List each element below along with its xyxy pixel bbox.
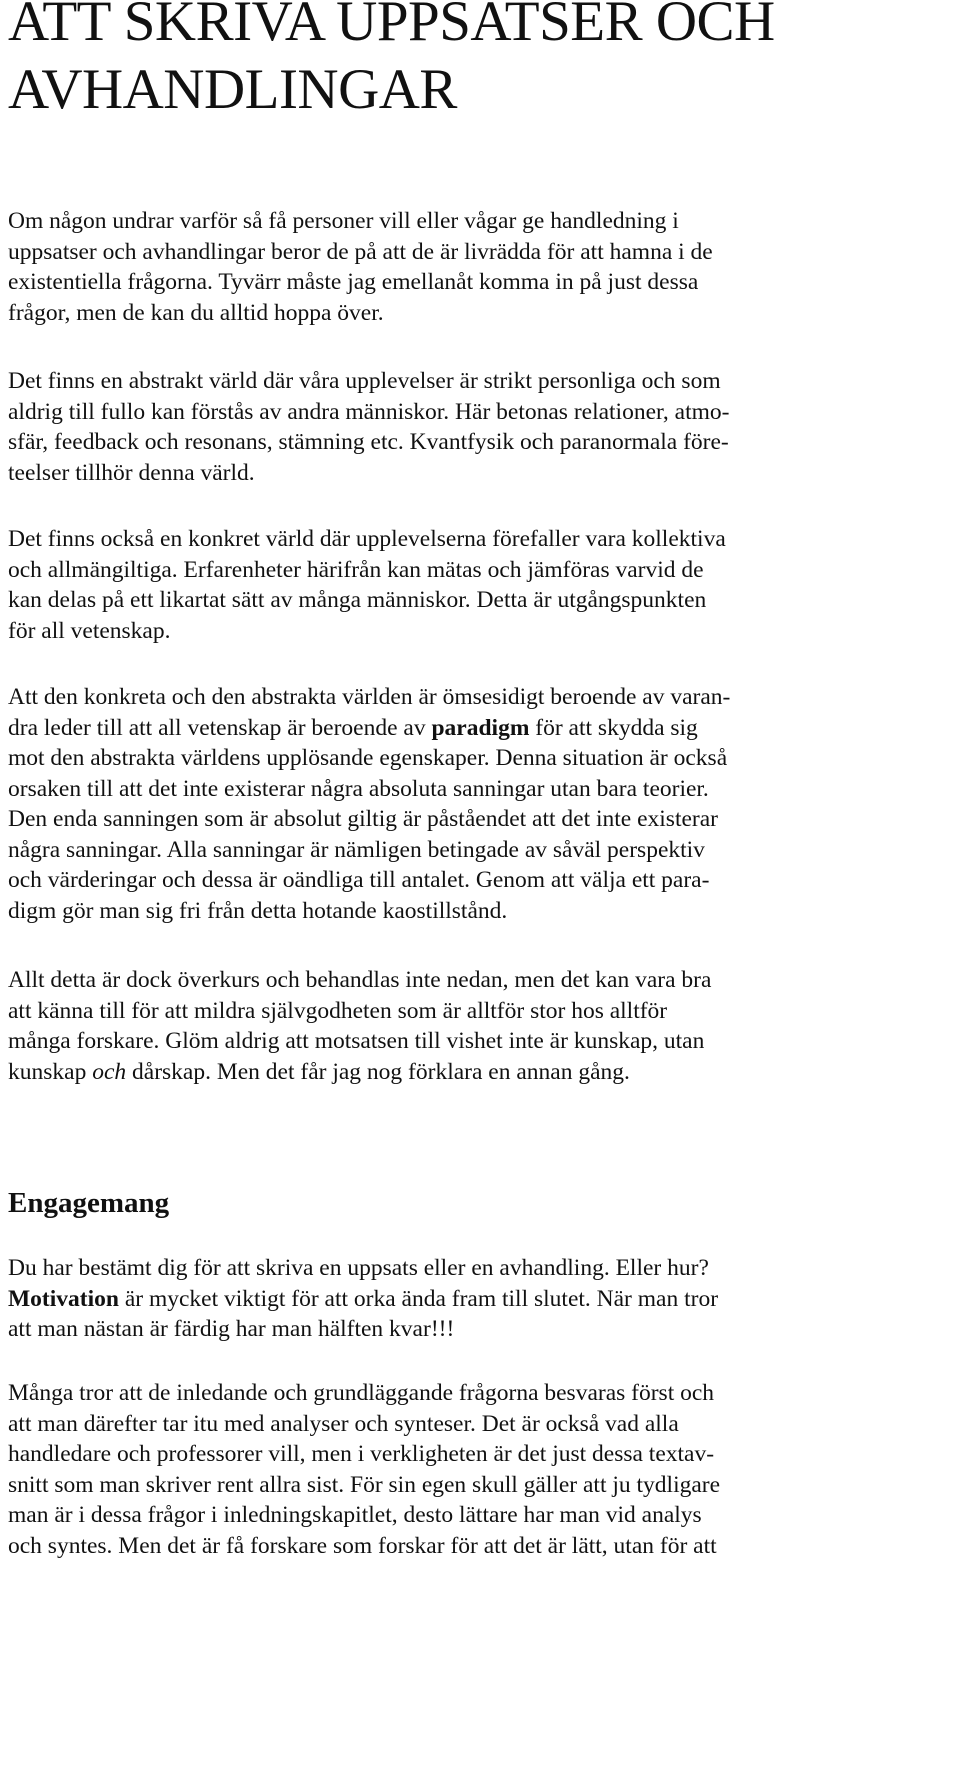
paragraph-introductory-questions (8, 1378, 928, 1561)
text-line: teelser tillhör denna värld. (8, 459, 255, 486)
text-line (8, 1057, 928, 1088)
text-segment: för att skydda sig (529, 714, 698, 741)
paragraph-concrete-world (8, 524, 928, 646)
italic-word: och (92, 1058, 127, 1085)
title-line: ATT SKRIVA UPPSATSER OCH (8, 0, 775, 53)
text-line: Den enda sanningen som är absolut giltig är påståendet att det inte existerar (8, 806, 718, 832)
text-line: att man därefter tar itu med analyser och synteser. Det är också vad alla (8, 1410, 679, 1437)
text-line: snitt som man skriver rent allra sist. För sin egen skull gäller att ju tydligare (8, 1471, 721, 1498)
text-line: att känna till för att mildra självgodheten som är alltför stor hos alltför (8, 997, 668, 1024)
text-segment: dra leder till att all vetenskap är beroende av (8, 714, 432, 741)
text-line: många forskare. Glöm aldrig att motsatsen till vishet inte är kunskap, utan (8, 1028, 705, 1054)
text-line: Om någon undrar varför så få personer vill eller vågar ge handledning i (8, 208, 679, 234)
text-line: Det finns också en konkret värld där upplevelserna förefaller vara kollektiva (8, 526, 726, 552)
section-heading: Engagemang (8, 1187, 170, 1219)
text-line: uppsatser och avhandlingar beror de på att de är livrädda för att hamna i de (8, 238, 713, 265)
text-line: man är i dessa frågor i inledningskapitlet, desto lättare har man vid analys (8, 1502, 702, 1528)
text-line: handledare och professorer vill, men i verkligheten är det just dessa textav- (8, 1441, 715, 1467)
paragraph-paradigm (8, 682, 928, 926)
paragraph-abstract-world (8, 366, 928, 488)
text-line: Det finns en abstrakt värld där våra upplevelser är strikt personliga och som (8, 368, 721, 394)
text-line: och värderingar och dessa är oändliga till antalet. Genom att välja ett para- (8, 867, 710, 893)
text-line: orsaken till att det inte existerar några absoluta sanningar utan bara teorier. (8, 775, 709, 802)
bold-term-paradigm: paradigm (431, 714, 530, 741)
text-segment: är mycket viktigt för att orka ända fram till slutet. När man tror (118, 1285, 719, 1312)
text-line (8, 1284, 928, 1315)
text-line (8, 713, 928, 744)
text-line: aldrig till fullo kan förstås av andra människor. Här betonas relationer, atmo- (8, 398, 730, 425)
text-line: Att den konkreta och den abstrakta världen är ömsesidigt beroende av varan- (8, 684, 731, 710)
text-segment: dårskap. Men det får jag nog förklara en annan gång. (126, 1058, 630, 1085)
text-line: existentiella frågorna. Tyvärr måste jag emellanåt komma in på just dessa (8, 269, 699, 295)
text-line: Många tror att de inledande och grundläggande frågorna besvaras först och (8, 1380, 715, 1406)
text-line: några sanningar. Alla sanningar är nämligen betingade av såväl perspektiv (8, 836, 705, 863)
text-line: kan delas på ett likartat sätt av många människor. Detta är utgångspunkten (8, 587, 707, 613)
text-line: mot den abstrakta världens upplösande egenskaper. Denna situation är också (8, 745, 728, 771)
document-title (8, 0, 908, 124)
text-line: och allmängiltiga. Erfarenheter härifrån kan mätas och jämföras varvid de (8, 556, 704, 583)
paragraph-intro (8, 206, 928, 328)
paragraph-motivation (8, 1253, 928, 1345)
bold-term-motivation: Motivation (8, 1285, 119, 1312)
text-line: att man nästan är färdig har man hälften kvar!!! (8, 1316, 455, 1342)
paragraph-overkurs (8, 965, 928, 1087)
text-line: och syntes. Men det är få forskare som forskar för att det är lätt, utan för att (8, 1532, 717, 1559)
text-segment: kunskap (8, 1058, 93, 1085)
title-line: AVHANDLINGAR (8, 58, 457, 121)
text-line: Du har bestämt dig för att skriva en uppsats eller en avhandling. Eller hur? (8, 1255, 709, 1281)
text-line: frågor, men de kan du alltid hoppa över. (8, 299, 384, 326)
text-line: digm gör man sig fri från detta hotande kaostillstånd. (8, 897, 508, 924)
text-line: Allt detta är dock överkurs och behandlas inte nedan, men det kan vara bra (8, 967, 712, 993)
text-line: sfär, feedback och resonans, stämning etc. Kvantfysik och paranormala före- (8, 429, 729, 455)
text-line: för all vetenskap. (8, 617, 171, 644)
